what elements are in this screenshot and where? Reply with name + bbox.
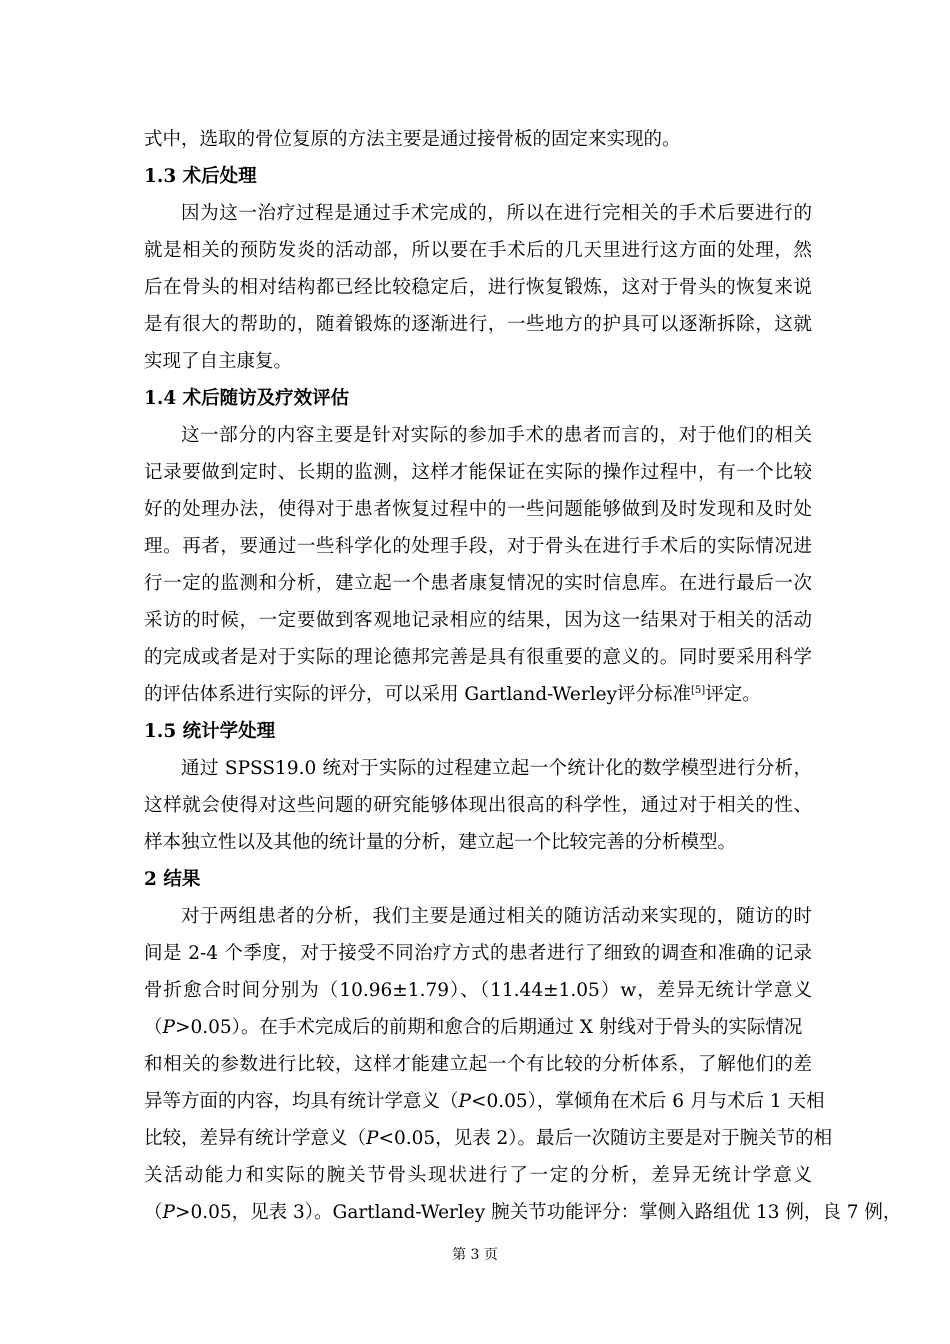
text-line: 样本独立性以及其他的统计量的分析，建立起一个比较完善的分析模型。 [144,832,737,853]
text-line: 这样就会使得对这些问题的研究能够体现出很高的科学性，通过对于相关的性、 [144,795,812,816]
text-segment: （ [144,1017,163,1038]
p-symbol: P [162,1202,175,1223]
text-segment: >0.05，见表 3）。Gartland-Werley 腕关节功能评分：掌侧入路组优 13 例，良 7 例， [174,1202,902,1223]
text-line: 通过 SPSS19.0 统对于实际的过程建立起一个统计化的数学模型进行分析， [181,758,812,779]
text-line: 对于两组患者的分析，我们主要是通过相关的随访活动来实现的，随访的时 [181,906,812,927]
text-segment: <0.05），掌倾角在术后 6 月与术后 1 天相 [470,1091,825,1112]
text-segment: 异等方面的内容，均具有统计学意义（ [144,1091,459,1112]
text-line: 式中，选取的骨位复原的方法主要是通过接骨板的固定来实现的。 [144,129,681,150]
text-segment: 比较，差异有统计学意义（ [144,1128,367,1149]
p-symbol: P [458,1091,471,1112]
text-line: 因为这一治疗过程是通过手术完成的，所以在进行完相关的手术后要进行的 [181,203,812,224]
text-segment: （ [144,1202,163,1223]
text-line: 好的处理办法，使得对于患者恢复过程中的一些问题能够做到及时发现和及时处 [144,499,812,520]
text-segment: <0.05，见表 2）。最后一次随访主要是对于腕关节的相 [378,1128,833,1149]
text-line: 后在骨头的相对结构都已经比较稳定后，进行恢复锻炼，这对于骨头的恢复来说 [144,277,812,298]
text-segment: >0.05 [174,1017,232,1038]
text-line: 理。再者，要通过一些科学化的处理手段，对于骨头在进行手术后的实际情况进 [144,536,812,557]
citation-ref: [5] [691,685,706,696]
text-line: 和相关的参数进行比较，这样才能建立起一个有比较的分析体系，了解他们的差 [144,1054,812,1075]
text-line: 骨折愈合时间分别为（10.96±1.79）、（11.44±1.05）w，差异无统计学意义 [144,980,812,1001]
p-symbol: P [366,1128,379,1149]
text-line: 采访的时候，一定要做到客观地记录相应的结果，因为这一结果对于相关的活动 [144,610,812,631]
section-heading-1-3: 1.3 术后处理 [144,166,257,187]
text-segment: ）。在手术完成后的前期和愈合的后期通过 X 射线对于骨头的实际情况 [231,1017,803,1038]
text-segment: 的评估体系进行实际的评分，可以采用 Gartland-Werley评分标准 [144,684,692,705]
text-line: 记录要做到定时、长期的监测，这样才能保证在实际的操作过程中，有一个比较 [144,462,812,483]
text-line: 这一部分的内容主要是针对实际的参加手术的患者而言的，对于他们的相关 [181,425,812,446]
text-line [144,1120,833,1157]
text-line: 间是 2-4 个季度，对于接受不同治疗方式的患者进行了细致的调查和准确的记录 [144,943,812,964]
text-line [144,1009,812,1046]
text-line: 是有很大的帮助的，随着锻炼的逐渐进行，一些地方的护具可以逐渐拆除，这就 [144,314,812,335]
page-number-footer: 第 3 页 [452,1247,498,1263]
text-line: 就是相关的预防发炎的活动部，所以要在手术后的几天里进行这方面的处理，然 [144,240,812,261]
section-heading-2: 2 结果 [144,869,201,890]
section-heading-1-5: 1.5 统计学处理 [144,721,276,742]
text-line: 实现了自主康复。 [144,351,293,372]
text-line [144,676,812,713]
section-heading-1-4: 1.4 术后随访及疗效评估 [144,388,350,409]
text-line: 关活动能力和实际的腕关节骨头现状进行了一定的分析，差异无统计学意义 [144,1165,812,1186]
text-line: 行一定的监测和分析，建立起一个患者康复情况的实时信息库。在进行最后一次 [144,573,812,594]
text-line [144,1083,825,1120]
text-segment: 评定。 [705,684,761,705]
p-symbol: P [162,1017,175,1038]
page-body [144,121,902,1231]
text-line: 的完成或者是对于实际的理论德邦完善是具有很重要的意义的。同时要采用科学 [144,647,812,668]
text-line [144,1194,902,1231]
